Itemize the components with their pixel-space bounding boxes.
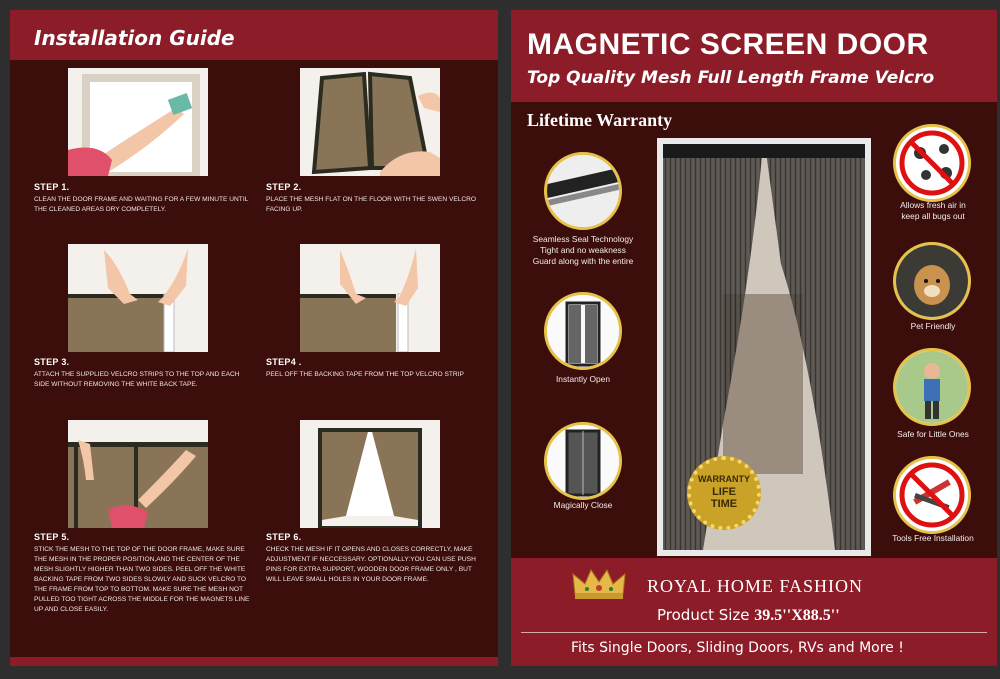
step4-image (300, 244, 440, 352)
pet-friendly-label: Pet Friendly (910, 321, 956, 331)
tools-free-label: Tools Free Installation (892, 533, 974, 543)
no-tools-icon (893, 456, 971, 534)
divider (521, 632, 987, 633)
closed-door-icon (544, 422, 622, 500)
product-size (657, 606, 840, 625)
crown-icon (571, 566, 627, 604)
step6-text: CHECK THE MESH IF IT OPENS AND CLOSES CORRECTLY, MAKE ADJUSTMENT IF NECCESSARY. OPTIONALLY:YOU CAN USE PUSH PINS FOR EXTRA SUPPORT, WOODEN DOOR FRAME ONLY , BUT WILL LEAVE SMALL HOLES IN YOUR DOOR FRAME. (266, 546, 476, 583)
installation-guide-panel (10, 10, 498, 666)
step1-text: CLEAN THE DOOR FRAME AND WAITING FOR A FEW MINUTE UNTIL THE CLEANED AREAS DRY COMPLETELY. (34, 196, 249, 213)
magically-close-label: Magically Close (553, 500, 613, 510)
safe-little-ones-label: Safe for Little Ones (897, 429, 969, 439)
product-panel (511, 10, 997, 666)
child-icon (893, 348, 971, 426)
step1-image (68, 68, 208, 176)
warranty-seal (687, 456, 761, 530)
seal-feature-label: Seamless Seal Technology Tight and no weakness Guard along with the entire (532, 234, 634, 266)
fits-text: Fits Single Doors, Sliding Doors, RVs and More ! (571, 640, 904, 656)
warranty-heading: Lifetime Warranty (527, 110, 673, 130)
product-size-label: Product Size (657, 606, 750, 624)
step2-image (300, 68, 440, 176)
step4-label: STEP4 . (266, 357, 302, 367)
step3-label: STEP 3. (34, 357, 70, 367)
step5-text: STICK THE MESH TO THE TOP OF THE DOOR FRAME, MAKE SURE THE MESH IN THE PROPER POSITION,AND THE CENTER OF THE MESH SLIGHTLY HIGHER THAN TWO SIDES. PEEL OFF THE WHITE BACKING TAPE FROM TWO SIDES SLOWLY AND SUCK VELCRO TO THE FRAME FROM TOP TO BOTTOM. MAKE SURE THE MESH NOT PULLED TOO TIGHT ACROSS THE MIDDLE FOR THE MAGNETS LINE UP AND CLOSE EASILY. (34, 546, 250, 613)
bottom-bar (10, 657, 498, 666)
no-bugs-icon (893, 124, 971, 202)
step3-text: ATTACH THE SUPPLIED VELCRO STRIPS TO THE TOP AND EACH SIDE WITHOUT REMOVING THE WHITE BACK TAPE. (34, 371, 240, 388)
open-door-icon (544, 292, 622, 370)
product-size-value: 39.5''X88.5'' (754, 607, 840, 624)
product-subtitle: Top Quality Mesh Full Length Frame Velcro (527, 68, 935, 88)
instantly-open-label: Instantly Open (555, 374, 610, 384)
seal-line2: LIFE (712, 486, 736, 498)
step5-image (68, 420, 208, 528)
step2-label: STEP 2. (266, 182, 302, 192)
installation-guide-header (10, 10, 498, 60)
seal-line1: WARRANTY (698, 474, 750, 484)
step1-label: STEP 1. (34, 182, 70, 192)
no-bugs-label: Allows fresh air in keep all bugs out (900, 200, 966, 221)
step4-text: PEEL OFF THE BACKING TAPE FROM THE TOP VELCRO STRIP (266, 371, 464, 378)
step3-image (68, 244, 208, 352)
seal-strip-icon (544, 152, 622, 230)
step6-image (300, 420, 440, 528)
brand-name: ROYAL HOME FASHION (647, 576, 864, 596)
product-title: MAGNETIC SCREEN DOOR (527, 28, 929, 61)
installation-guide-title: Installation Guide (34, 26, 235, 50)
dog-icon (893, 242, 971, 320)
step5-label: STEP 5. (34, 532, 70, 542)
seal-line3: TIME (710, 498, 738, 510)
step6-label: STEP 6. (266, 532, 302, 542)
step2-text: PLACE THE MESH FLAT ON THE FLOOR WITH THE SWEN VELCRO FACING UP. (266, 196, 477, 213)
